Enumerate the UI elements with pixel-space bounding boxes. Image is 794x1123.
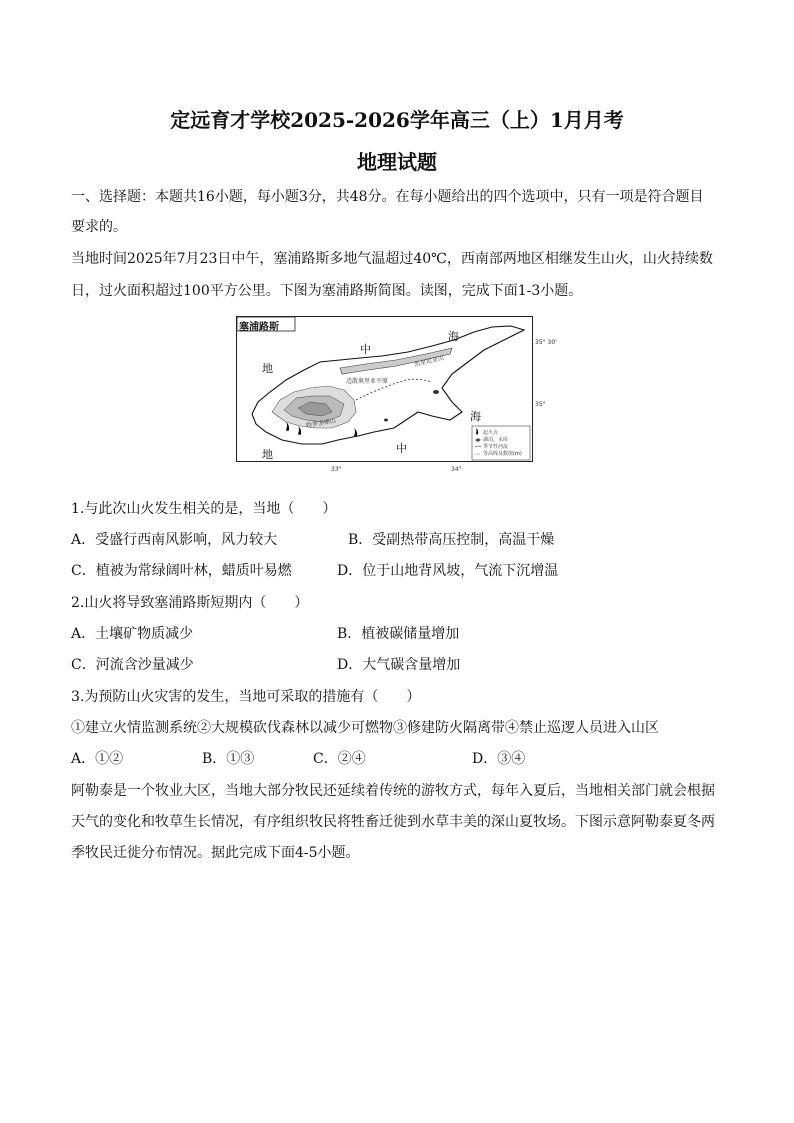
exam-title: 定远育才学校2025-2026学年高三（上）1月月考 — [170, 108, 624, 132]
lake-1 — [433, 390, 439, 394]
q1-option-b[interactable]: B．受副热带高压控制，高温干燥 — [348, 532, 555, 548]
map-label-plain: 迈散奥里亚平原 — [346, 378, 389, 385]
instructions-line-1: 一、选择题：本题共16小题，每小题3分，共48分。在每小题给出的四个选项中，只有一项是符合题目 — [71, 189, 704, 205]
passage2-line-2: 天气的变化和牧草生长情况，有序组织牧民将牲畜迁徙到水草丰美的深山夏牧场。下图示意阿勒泰夏冬两 — [71, 814, 715, 830]
map-label-zhong-north: 中 — [360, 343, 371, 356]
legend-lake: 湖泊、水库 — [483, 437, 509, 443]
lake-2 — [384, 419, 388, 422]
q1-option-a[interactable]: A．受盛行西南风影响，风力较大 — [71, 532, 278, 548]
exam-subtitle: 地理试题 — [357, 150, 437, 174]
map-label-di-south: 地 — [262, 448, 273, 461]
q3-option-c[interactable]: C．②④ — [313, 751, 366, 767]
q3-items: ①建立火情监测系统②大规模砍伐森林以减少可燃物③修建防火隔离带④禁止巡逻人员进入山区 — [71, 720, 659, 736]
map-label-hai-south: 海 — [470, 410, 481, 423]
q3-option-a[interactable]: A．①② — [71, 751, 124, 767]
cyprus-map — [236, 316, 533, 462]
legend-river: 季节性河流 — [483, 444, 509, 450]
passage1-line-2: 日，过火面积超过100平方公里。下图为塞浦路斯简图。读图，完成下面1-3小题。 — [71, 283, 583, 299]
q2-stem: 2.山火将导致塞浦路斯短期内（ ） — [71, 595, 309, 611]
q3-option-d[interactable]: D．③④ — [472, 751, 526, 767]
q3-option-b[interactable]: B．①③ — [202, 751, 255, 767]
q1-option-c[interactable]: C．植被为常绿阔叶林，蜡质叶易燃 — [71, 563, 292, 579]
map-label-zhong-south: 中 — [396, 442, 407, 455]
q1-stem: 1.与此次山火发生相关的是，当地（ ） — [71, 501, 337, 517]
q2-option-b[interactable]: B．植被碳储量增加 — [337, 626, 460, 642]
map-label-kyrenia: 凯里尼亚山 — [413, 354, 445, 369]
lat-tick-3530: 35° 30' — [535, 339, 557, 346]
lon-tick-34: 34° — [451, 466, 462, 473]
legend-fire: 起火点 — [483, 430, 499, 436]
map-label-hai-north: 海 — [448, 330, 459, 343]
lat-tick-35: 35° — [535, 401, 546, 408]
passage2-line-1: 阿勒泰是一个牧业大区，当地大部分牧民还延续着传统的游牧方式，每年入夏后，当地相关部门就会根据 — [71, 783, 715, 799]
map-title: 塞浦路斯 — [239, 322, 279, 333]
q3-stem: 3.为预防山火灾害的发生，当地可采取的措施有（ ） — [71, 689, 421, 705]
q2-option-a[interactable]: A．土壤矿物质减少 — [71, 626, 194, 642]
passage1-line-1: 当地时间2025年7月23日中午，塞浦路斯多地气温超过40℃，西南部两地区相继发生山火，山火持续数 — [71, 251, 713, 267]
map-label-di-north: 地 — [262, 362, 273, 375]
legend-contour: 等高线及数值(m) — [483, 451, 522, 457]
q2-option-d[interactable]: D．大气碳含量增加 — [337, 657, 461, 673]
passage2-line-3: 季牧民迁徙分布情况。据此完成下面4-5小题。 — [71, 845, 360, 861]
lon-tick-33: 33° — [331, 466, 342, 473]
map-label-troodos: 特罗多斯山 — [305, 417, 337, 430]
q1-option-d[interactable]: D．位于山地背风坡，气流下沉增温 — [337, 563, 559, 579]
instructions-line-2: 要求的。 — [71, 219, 127, 235]
q2-option-c[interactable]: C．河流含沙量减少 — [71, 657, 194, 673]
